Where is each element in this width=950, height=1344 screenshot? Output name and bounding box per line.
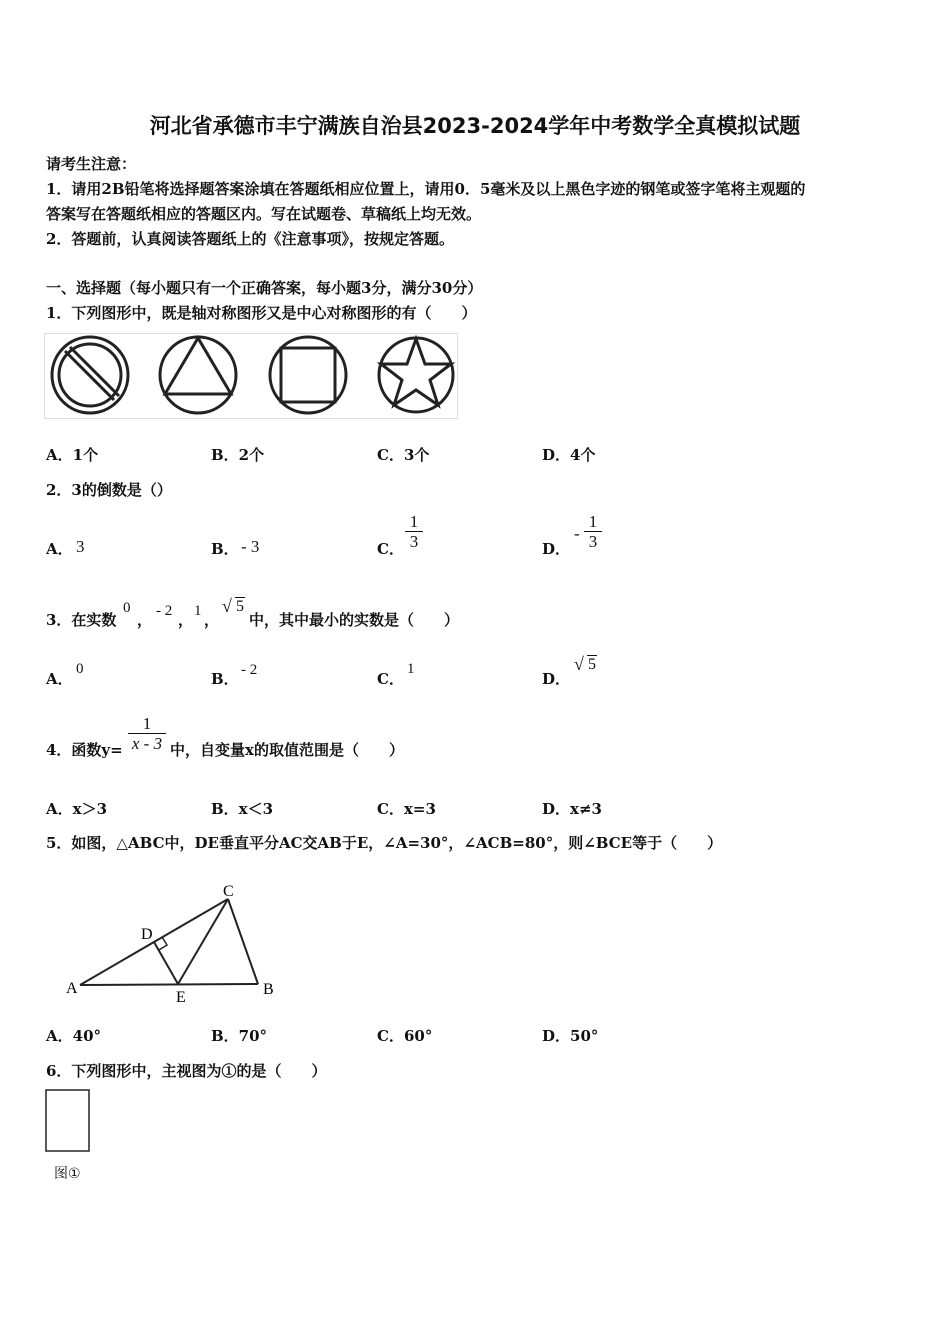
circle-triangle-figure — [160, 337, 236, 413]
q1-option-d: D．4个 — [542, 446, 596, 464]
q4-option-c: C．x=3 — [377, 800, 436, 818]
q6-stem: 6．下列图形中，主视图为①的是（ ） — [46, 1062, 327, 1080]
q5-triangle-diagram — [66, 880, 286, 1004]
q1-option-c: C．3个 — [377, 446, 430, 464]
q5-option-a: A．40° — [46, 1027, 102, 1045]
q3-option-d-label: D． — [542, 670, 571, 688]
q5-label-a: A — [66, 980, 78, 997]
q1-option-b: B．2个 — [211, 446, 265, 464]
q3-stem-pre: 3．在实数 — [46, 611, 117, 629]
q5-option-b: B．70° — [211, 1027, 268, 1045]
notice-line-1: 1．请用2B铅笔将选择题答案涂填在答题纸相应位置上，请用0．5毫米及以上黑色字迹的钢笔或签字笔将主观题的 — [46, 180, 806, 198]
circle-square-figure — [270, 337, 346, 413]
section-heading: 一、选择题（每小题只有一个正确答案，每小题3分，满分30分） — [46, 279, 483, 297]
q2-option-a-value: 3 — [76, 537, 85, 556]
q3-sqrt-arg: 5 — [236, 598, 244, 615]
q5-label-b: B — [263, 981, 274, 998]
q4-option-b: B．x＜3 — [211, 800, 274, 818]
q5-option-d: D．50° — [542, 1027, 599, 1045]
q3-option-b-value: - 2 — [241, 662, 258, 678]
q5-label-d: D — [141, 926, 153, 943]
no-sign-figure — [52, 337, 128, 413]
q4-denominator: x - 3 — [131, 734, 163, 753]
q3-option-a-value: 0 — [76, 661, 84, 677]
q3-sqrt-sign: √ — [222, 596, 232, 616]
q1-option-a: A．1个 — [46, 446, 99, 464]
q3-stem-post: 中，其中最小的实数是（ ） — [249, 611, 460, 629]
q2-d-numerator: 1 — [588, 512, 598, 531]
q3-comma-3: ， — [204, 611, 220, 629]
q2-option-c-fraction — [405, 512, 423, 551]
q5-stem: 5．如图，△ABC中，DE垂直平分AC交AB于E，∠A=30°，∠ACB=80°，则∠BCE等于（ ） — [46, 834, 723, 852]
q2-option-d-sign: - — [574, 524, 580, 543]
q2-option-d-fraction — [584, 512, 602, 551]
q4-numerator: 1 — [142, 714, 152, 733]
q3-num-neg2: - 2 — [156, 603, 173, 619]
q2-d-denominator: 3 — [588, 532, 598, 551]
q2-option-b-label: B． — [211, 540, 239, 558]
q3-comma-1: ， — [137, 611, 153, 629]
q3-num-0: 0 — [123, 600, 131, 616]
q2-option-d-label: D． — [542, 540, 571, 558]
notice-line-1b: 答案写在答题纸相应的答题区内。写在试题卷、草稿纸上均无效。 — [46, 205, 482, 223]
q4-fraction — [128, 714, 166, 753]
q4-option-a: A．x＞3 — [46, 800, 108, 818]
page-title: 河北省承德市丰宁满族自治县2023-2024学年中考数学全真模拟试题 — [149, 114, 801, 138]
q4-stem-post: 中，自变量x的取值范围是（ ） — [170, 741, 404, 759]
q5-label-e: E — [176, 989, 186, 1006]
q3-num-1: 1 — [194, 603, 202, 619]
q1-figures — [44, 333, 458, 419]
q2-stem: 2．3的倒数是（） — [46, 481, 172, 499]
circle-star-figure — [379, 338, 453, 412]
q4-stem-pre: 4．函数y= — [46, 741, 123, 759]
q3-option-c-label: C． — [377, 670, 404, 688]
q3-option-b-label: B． — [211, 670, 239, 688]
q5-option-c: C．60° — [377, 1027, 433, 1045]
q1-stem: 1．下列图形中，既是轴对称图形又是中心对称图形的有（ ） — [46, 304, 477, 322]
q5-label-c: C — [223, 883, 234, 900]
q6-figure-label: 图① — [54, 1166, 81, 1182]
q3-option-d-sqrt-arg: 5 — [588, 656, 596, 673]
q3-comma-2: ， — [178, 611, 194, 629]
q2-option-b-value: - 3 — [241, 537, 260, 556]
notice-heading: 请考生注意： — [46, 155, 137, 173]
q2-c-numerator: 1 — [409, 512, 419, 531]
q3-option-c-value: 1 — [407, 661, 415, 677]
q4-option-d: D．x≠3 — [542, 800, 602, 818]
q2-option-a-label: A． — [46, 540, 73, 558]
q2-c-denominator: 3 — [409, 532, 419, 551]
notice-line-2: 2．答题前，认真阅读答题纸上的《注意事项》，按规定答题。 — [46, 230, 454, 248]
q3-option-a-label: A． — [46, 670, 73, 688]
q2-option-c-label: C． — [377, 540, 404, 558]
q3-option-d-sqrt-sign: √ — [574, 654, 584, 674]
q6-front-view-figure — [45, 1089, 91, 1153]
